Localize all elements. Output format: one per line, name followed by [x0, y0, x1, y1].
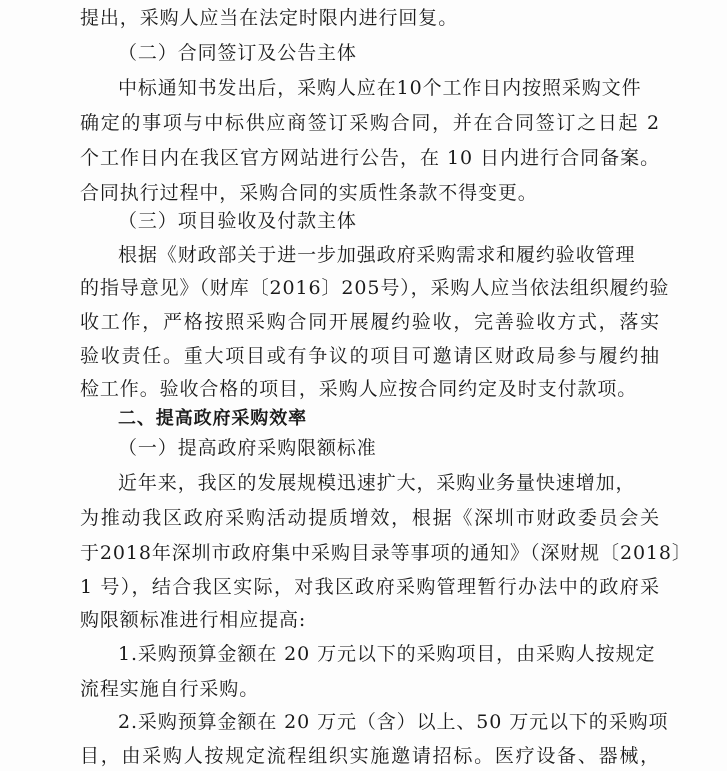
paragraph-line: 合同执行过程中，采购合同的实质性条款不得变更。 — [80, 182, 538, 204]
paragraph-line: 于2018年深圳市政府集中采购目录等事项的通知》（深财规〔2018〕 — [80, 542, 692, 564]
paragraph-line: 中标通知书发出后，采购人应在10个工作日内按照采购文件 — [118, 77, 642, 99]
paragraph-line: 的指导意见》（财库〔2016〕205号），采购人应当依法组织履约验 — [80, 277, 670, 299]
paragraph-line: 验收责任。重大项目或有争议的项目可邀请区财政局参与履约抽 — [80, 345, 660, 367]
paragraph-line: 流程实施自行采购。 — [80, 678, 260, 700]
list-item: 2.采购预算金额在 20 万元（含）以上、50 万元以下的采购项 — [118, 711, 669, 733]
paragraph-line: 确定的事项与中标供应商签订采购合同，并在合同签订之日起 2 — [80, 112, 660, 134]
paragraph-line: 为推动我区政府采购活动提质增效，根据《深圳市财政委员会关 — [80, 507, 660, 529]
paragraph-line: 近年来，我区的发展规模迅速扩大，采购业务量快速增加， — [118, 472, 636, 494]
paragraph-line: 根据《财政部关于进一步加强政府采购需求和履约验收管理 — [118, 244, 636, 266]
paragraph-line: 提出，采购人应当在法定时限内进行回复。 — [80, 7, 459, 29]
chapter-heading: 二、提高政府采购效率 — [118, 408, 307, 429]
list-item: 1.采购预算金额在 20 万元以下的采购项目，由采购人按规定 — [118, 643, 656, 665]
paragraph-line: 购限额标准进行相应提高: — [80, 609, 307, 631]
paragraph-line: 检工作。验收合格的项目，采购人应按合同约定及时支付款项。 — [80, 378, 638, 400]
paragraph-line: 1 号），结合我区实际，对我区政府采购管理暂行办法中的政府采 — [80, 576, 660, 598]
paragraph-line: 个工作日内在我区官方网站进行公告，在 10 日内进行合同备案。 — [80, 147, 660, 169]
section-heading: （三）项目验收及付款主体 — [118, 210, 357, 232]
section-heading: （二）合同签订及公告主体 — [118, 42, 357, 64]
paragraph-line: 目，由采购人按规定流程组织实施邀请招标。医疗设备、器械， — [80, 745, 660, 767]
section-heading: （一）提高政府采购限额标准 — [118, 437, 377, 459]
paragraph-line: 收工作，严格按照采购合同开展履约验收，完善验收方式，落实 — [80, 311, 660, 333]
